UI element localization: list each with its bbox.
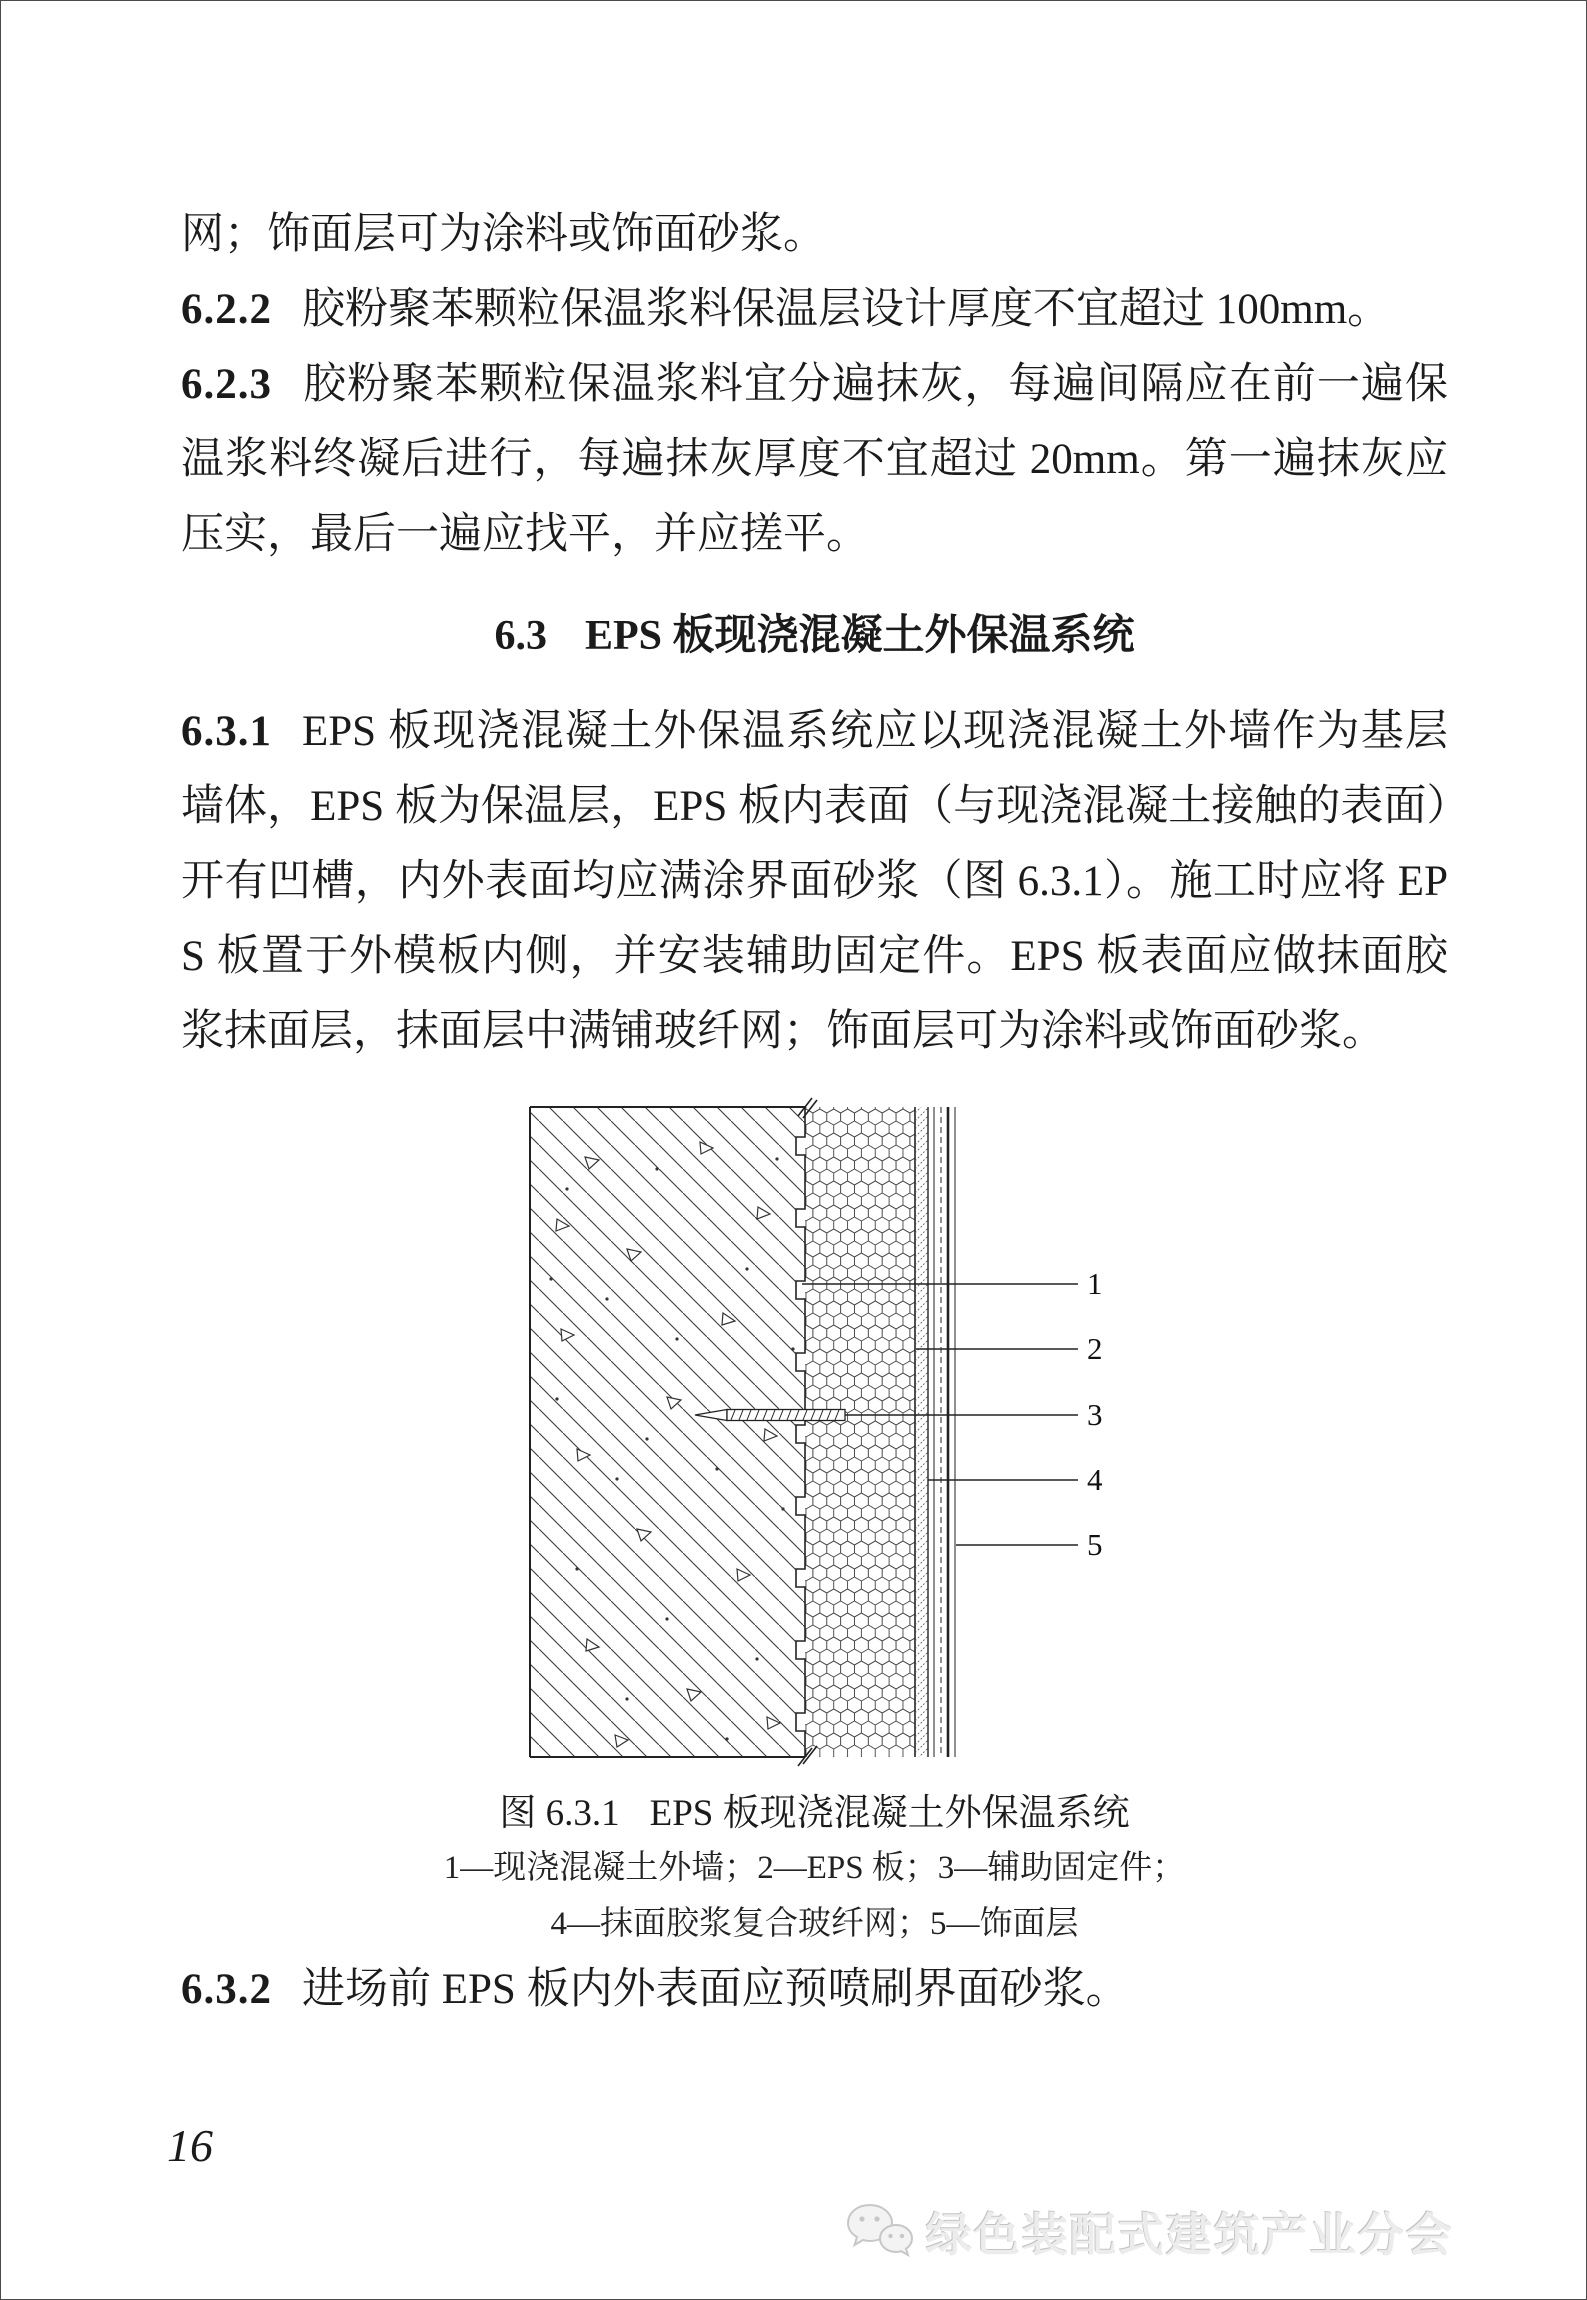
figure-caption-title: EPS 板现浇混凝土外保温系统 [649,1793,1130,1834]
concrete-wall-hatch [530,1107,805,1757]
figure-legend-line-1: 1—现浇混凝土外墙；2—EPS 板；3—辅助固定件； [443,1850,1186,1886]
leader-label-1: 1 [1086,1266,1102,1301]
clause-number: 6.2.2 [181,286,272,333]
wall-section-diagram [515,1097,1115,1767]
clause-text: EPS 板现浇混凝土外保温系统应以现浇混凝土外墙作为基层墙体，EPS 板为保温层，EPS 板内表面（与现浇混凝土接触的表面）开有凹槽，内外表面均应满涂界面砂浆（图 6.3.1）。施工时应将 EPS 板置于外模板内侧，并安装辅助固定件。EPS 板表面应做抹面胶浆抹面层，抹面层中满铺玻纤网；饰面层可为涂料或饰面砂浆。 [181,708,1448,1055]
clause-number: 6.3.2 [181,1966,272,2013]
clause-6-3-2 [181,1952,1448,2027]
clause-6-2-3 [181,347,1448,572]
clause-6-2-2 [181,272,1448,347]
clause-number: 6.3.1 [181,708,272,755]
eps-board [796,1107,915,1757]
watermark-text: 绿色装配式建筑产业分会 [926,2209,1454,2261]
render-and-finish-layers [915,1107,955,1757]
clause-number: 6.2.3 [181,361,272,408]
paragraph-continuation [181,197,1448,272]
leader-label-5: 5 [1086,1527,1102,1562]
section-heading-6-3 [181,606,1448,666]
figure-6-3-1 [515,1097,1115,1772]
wechat-icon [844,2201,916,2263]
clause-6-3-1 [181,694,1448,1069]
section-number: 6.3 [494,613,547,659]
clause-text: 进场前 EPS 板内外表面应预喷刷界面砂浆。 [302,1966,1129,2013]
leader-label-2: 2 [1086,1331,1102,1366]
fastener-icon [695,1410,845,1421]
leader-label-3: 3 [1086,1397,1102,1432]
leader-label-4: 4 [1086,1462,1102,1497]
section-title: EPS 板现浇混凝土外保温系统 [584,613,1135,659]
clause-text: 胶粉聚苯颗粒保温浆料保温层设计厚度不宜超过 100mm。 [302,286,1391,333]
figure-caption-number: 图 6.3.1 [499,1793,620,1834]
page-number: 16 [167,2120,213,2171]
figure-legend-line-2: 4—抹面胶浆复合玻纤网；5—饰面层 [550,1906,1079,1942]
figure-caption [181,1788,1448,1840]
watermark [844,2199,1454,2265]
paragraph-text: 网；饰面层可为涂料或饰面砂浆。 [181,211,826,258]
clause-text: 胶粉聚苯颗粒保温浆料宜分遍抹灰，每遍间隔应在前一遍保温浆料终凝后进行，每遍抹灰厚度不宜超过 20mm。第一遍抹灰应压实，最后一遍应找平，并应搓平。 [181,361,1448,558]
